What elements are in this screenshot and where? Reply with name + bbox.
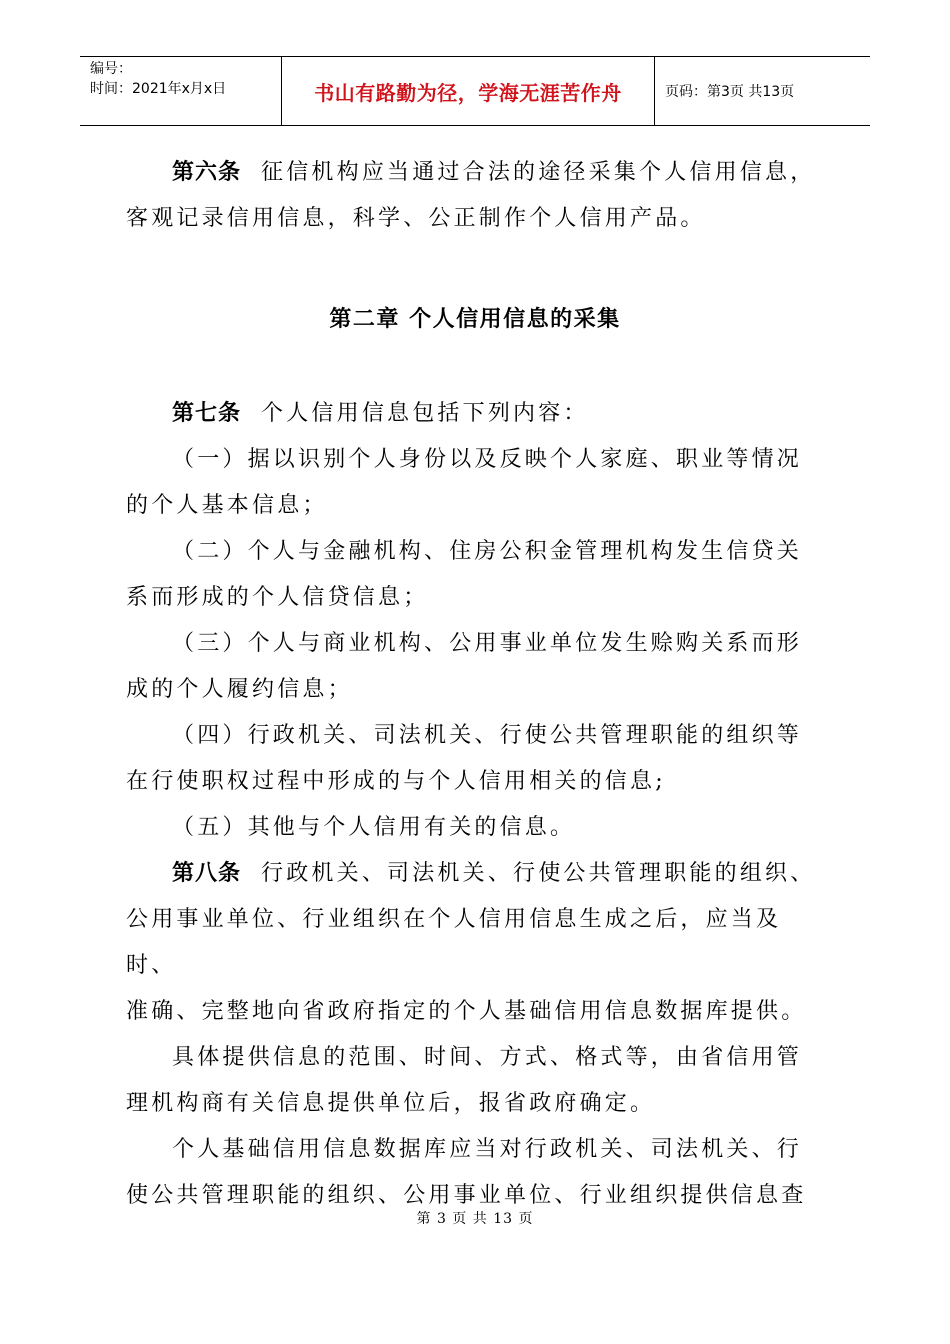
article-6-line-1: 第六条 征信机构应当通过合法的途径采集个人信用信息， [172, 160, 816, 185]
article-7-line: 第七条 个人信用信息包括下列内容： [172, 401, 589, 426]
article-8-line-2: 公用事业单位、行业组织在个人信用信息生成之后，应当及时、 [126, 907, 782, 978]
article-8-label: 第八条 [172, 861, 242, 886]
article-8-line-1: 第八条 行政机关、司法机关、行使公共管理职能的组织、 [172, 861, 816, 886]
item-5: （五）其他与个人信用有关的信息。 [172, 815, 576, 840]
document-header [80, 56, 870, 126]
item-1-line-1: （一）据以识别个人身份以及反映个人家庭、职业等情况 [172, 447, 803, 472]
header-meta [80, 57, 282, 125]
header-motto: 书山有路勤为径，学海无涯苦作舟 [282, 57, 655, 125]
article-6-label: 第六条 [172, 160, 242, 185]
time-label: 时间：2021年x月x日 [90, 81, 227, 97]
paragraph-3-line-2: 使公共管理职能的组织、公用事业单位、行业组织提供信息查 [126, 1183, 807, 1208]
article-6 [126, 150, 826, 242]
paragraph-2-line-1: 具体提供信息的范围、时间、方式、格式等，由省信用管 [172, 1045, 803, 1070]
article-7 [126, 391, 826, 1219]
item-2-line-2: 系而形成的个人信贷信息； [126, 585, 429, 610]
number-label: 编号： [90, 61, 132, 77]
paragraph-2-line-2: 理机构商有关信息提供单位后，报省政府确定。 [126, 1091, 656, 1116]
item-4-line-2: 在行使职权过程中形成的与个人信用相关的信息; [126, 769, 666, 794]
page-footer: 第 3 页 共 13 页 [416, 1211, 534, 1227]
paragraph-3-line-1: 个人基础信用信息数据库应当对行政机关、司法机关、行 [172, 1137, 803, 1162]
item-2-line-1: （二）个人与金融机构、住房公积金管理机构发生信贷关 [172, 539, 803, 564]
item-4-line-1: （四）行政机关、司法机关、行使公共管理职能的组织等 [172, 723, 803, 748]
article-8-line-3: 准确、完整地向省政府指定的个人基础信用信息数据库提供。 [126, 999, 807, 1024]
item-3-line-1: （三）个人与商业机构、公用事业单位发生赊购关系而形 [172, 631, 803, 656]
header-page-info: 页码：第3页 共13页 [665, 84, 795, 100]
item-1-line-2: 的个人基本信息； [126, 493, 328, 518]
article-7-label: 第七条 [172, 401, 242, 426]
article-6-line-2: 客观记录信用信息，科学、公正制作个人信用产品。 [126, 206, 706, 231]
chapter-title: 第二章 个人信用信息的采集 [329, 307, 621, 332]
item-3-line-2: 成的个人履约信息； [126, 677, 353, 702]
